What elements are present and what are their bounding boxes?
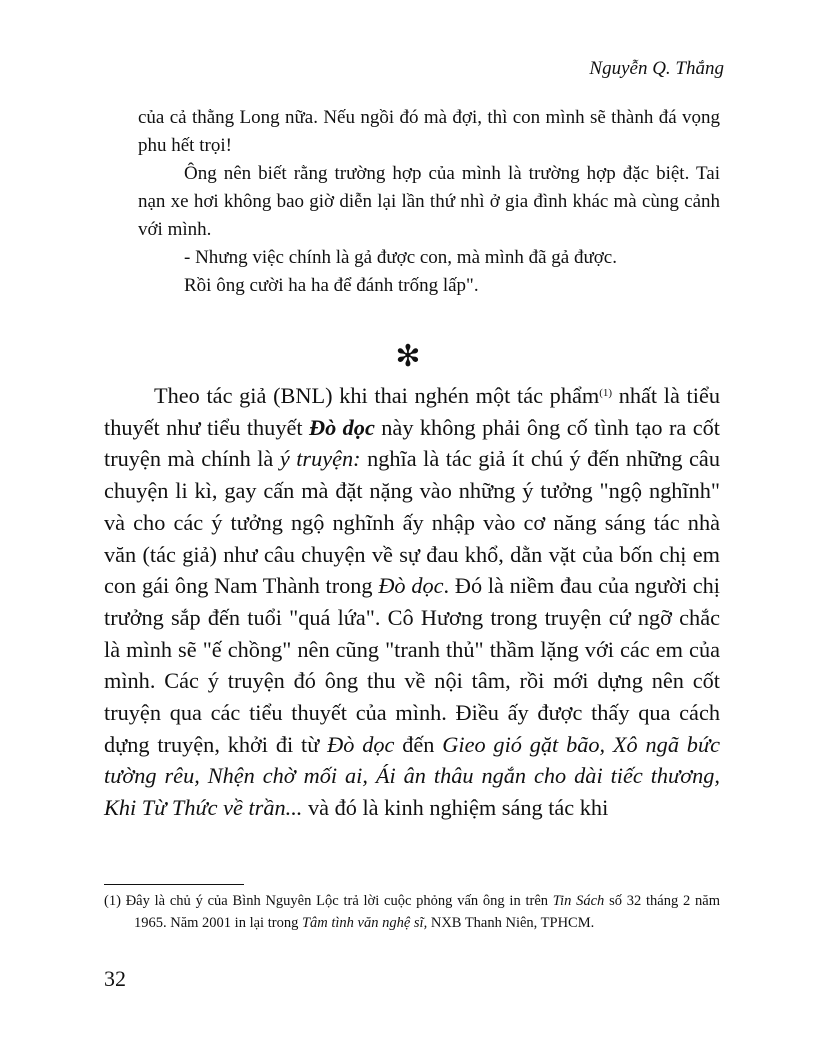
text-run: nghĩa là tác giả ít chú ý đến những câu chuyện li kì, gay cấn mà đặt nặng vào những ý tưởng "ngộ nghĩnh" và cho các ý tưởng ngộ nghĩnh ấy nhập vào cơ năng sáng tác nhà văn (tác giả) như câu chuyện về sự đau khổ, dằn vặt của bốn chị em con gái ông Nam Thành trong [104, 446, 720, 599]
running-header-author: Nguyễn Q. Thắng [589, 58, 724, 79]
section-separator-icon: ✻ [395, 340, 421, 373]
emphasis-term: ý truyện: [279, 446, 361, 472]
main-paragraph [104, 380, 720, 824]
text-run: NXB Thanh Niên, TPHCM. [427, 915, 595, 931]
book-title: Đò dọc [378, 573, 444, 599]
footnote-text [104, 890, 720, 934]
quote-paragraph-3: - Nhưng việc chính là gả được con, mà mình đã gả được. [184, 247, 617, 268]
quote-paragraph-2: Ông nên biết rằng trường hợp của mình là trường hợp đặc biệt. Tai nạn xe hơi không bao giờ diễn lại lần thứ nhì ở gia đình khác mà cùng cảnh với mình. [138, 163, 720, 240]
book-titles-list: Gieo gió gặt bão, Xô ngã bức tường rêu, Nhện chờ mối ai, Ái ân thâu ngắn cho dài tiếc thương, Khi Từ Thức về trần... [104, 731, 721, 821]
quoted-dialogue [138, 104, 720, 300]
footnote-mark: (1) [104, 893, 121, 909]
footnote-divider [104, 884, 244, 885]
text-run: . Đó là niềm đau của người chị trưởng sắp đến tuổi "quá lứa". Cô Hương trong truyện cứ ngỡ chắc là mình sẽ "ế chồng" nên cũng "tranh thủ" thầm lặng với các em của mình. Các ý truyện đó ông thu về nội tâm, rồi mới dựng nên cốt truyện qua các tiểu thuyết của mình. Điều ấy được thấy qua cách dựng truyện, khởi đi từ [104, 573, 720, 757]
book-title: Đò dọc [327, 731, 395, 757]
text-run: và đó là kinh nghiệm sáng tác khi [302, 795, 609, 821]
main-text [104, 380, 720, 824]
text-run: đến [394, 731, 443, 757]
text-run: Theo tác giả (BNL) khi thai nghén một tác phẩm [154, 383, 600, 408]
text-run: này không phải ông cố tình tạo ra cốt truyện mà chính là [104, 414, 720, 472]
text-run: nhất là tiểu thuyết như tiểu thuyết [104, 383, 720, 440]
book-title: Đò dọc [308, 414, 375, 440]
page-number: 32 [104, 966, 126, 991]
text-run: số 32 tháng 2 năm 1965. Năm 2001 in lại trong [134, 893, 720, 931]
text-run: Đây là chủ ý của Bình Nguyên Lộc trả lời cuộc phỏng vấn ông in trên [120, 893, 553, 909]
quote-paragraph-4: Rồi ông cười ha ha để đánh trống lấp". [184, 275, 479, 296]
footnote [104, 890, 720, 934]
footnote-reference: (1) [599, 387, 613, 399]
publication-title: Tâm tình văn nghệ sĩ, [301, 915, 428, 931]
quote-paragraph-1: của cả thằng Long nữa. Nếu ngồi đó mà đợi, thì con mình sẽ thành đá vọng phu hết trọi! [138, 107, 720, 156]
publication-title: Tin Sách [552, 893, 605, 909]
